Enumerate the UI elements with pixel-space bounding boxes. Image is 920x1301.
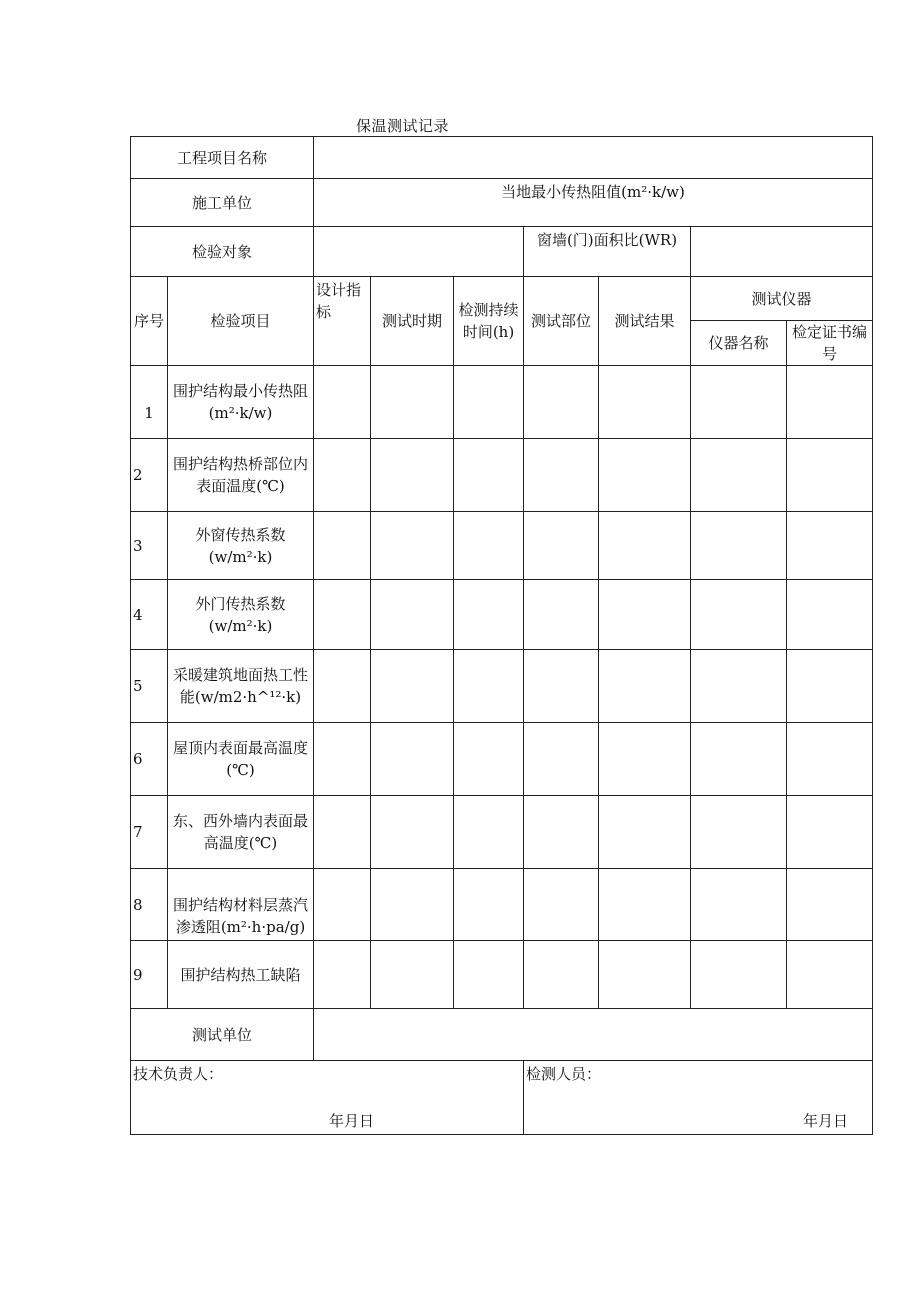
inspector-signature-field[interactable] [524, 1061, 873, 1135]
cell-instrument-name[interactable] [691, 439, 787, 512]
cell-instrument-name[interactable] [691, 650, 787, 723]
row-item: 围护结构热桥部位内表面温度(℃) [168, 439, 314, 512]
row-number: 2 [131, 439, 168, 512]
cell-duration[interactable] [454, 796, 524, 869]
cell-certificate-no[interactable] [787, 869, 873, 941]
cell-design-index[interactable] [314, 512, 371, 580]
cell-test-period[interactable] [371, 941, 454, 1009]
cell-location[interactable] [524, 439, 599, 512]
cell-certificate-no[interactable] [787, 512, 873, 580]
col-certificate-no: 检定证书编号 [787, 321, 873, 366]
row-item: 围护结构热工缺陷 [168, 941, 314, 1009]
cell-result[interactable] [599, 941, 691, 1009]
cell-result[interactable] [599, 580, 691, 650]
inspector-label: 检测人员： [526, 1065, 602, 1083]
row-item: 东、西外墙内表面最高温度(℃) [168, 796, 314, 869]
cell-design-index[interactable] [314, 941, 371, 1009]
row-number: 8 [131, 869, 168, 941]
cell-test-period[interactable] [371, 796, 454, 869]
table-row [131, 366, 873, 439]
row-number: 1 [131, 366, 168, 439]
cell-design-index[interactable] [314, 650, 371, 723]
cell-design-index[interactable] [314, 869, 371, 941]
col-instrument-name: 仪器名称 [691, 321, 787, 366]
cell-location[interactable] [524, 723, 599, 796]
table-row [131, 869, 873, 941]
table-row [131, 723, 873, 796]
cell-certificate-no[interactable] [787, 366, 873, 439]
cell-design-index[interactable] [314, 796, 371, 869]
table-row [131, 580, 873, 650]
cell-certificate-no[interactable] [787, 941, 873, 1009]
cell-test-period[interactable] [371, 366, 454, 439]
cell-duration[interactable] [454, 723, 524, 796]
row-number: 4 [131, 580, 168, 650]
table-row [131, 941, 873, 1009]
cell-location[interactable] [524, 650, 599, 723]
col-location: 测试部位 [524, 277, 599, 366]
cell-certificate-no[interactable] [787, 650, 873, 723]
cell-result[interactable] [599, 869, 691, 941]
min-resistance-label: 当地最小传热阻值(m²·k/w) [501, 183, 685, 201]
cell-certificate-no[interactable] [787, 723, 873, 796]
cell-instrument-name[interactable] [691, 723, 787, 796]
cell-design-index[interactable] [314, 366, 371, 439]
inspection-object-label: 检验对象 [131, 227, 314, 277]
min-resistance-field[interactable] [314, 179, 873, 227]
cell-design-index[interactable] [314, 439, 371, 512]
cell-location[interactable] [524, 941, 599, 1009]
cell-test-period[interactable] [371, 439, 454, 512]
cell-result[interactable] [599, 650, 691, 723]
cell-result[interactable] [599, 439, 691, 512]
row-item: 外门传热系数(w/m²·k) [168, 580, 314, 650]
cell-design-index[interactable] [314, 723, 371, 796]
table-row [131, 650, 873, 723]
table-row [131, 796, 873, 869]
cell-result[interactable] [599, 512, 691, 580]
row-item: 采暖建筑地面热工性能(w/m2·h^¹²·k) [168, 650, 314, 723]
row-number: 5 [131, 650, 168, 723]
tech-lead-label: 技术负责人： [133, 1065, 224, 1083]
cell-test-period[interactable] [371, 650, 454, 723]
cell-duration[interactable] [454, 366, 524, 439]
cell-duration[interactable] [454, 941, 524, 1009]
row-item: 围护结构材料层蒸汽渗透阻(m²·h·pa/g) [168, 869, 314, 941]
cell-instrument-name[interactable] [691, 796, 787, 869]
project-name-label: 工程项目名称 [131, 137, 314, 179]
cell-test-period[interactable] [371, 580, 454, 650]
cell-duration[interactable] [454, 580, 524, 650]
tech-lead-signature-field[interactable] [131, 1061, 524, 1135]
cell-location[interactable] [524, 580, 599, 650]
test-unit-label: 测试单位 [131, 1009, 314, 1061]
cell-test-period[interactable] [371, 723, 454, 796]
cell-design-index[interactable] [314, 580, 371, 650]
inspection-object-field[interactable] [314, 227, 524, 277]
cell-duration[interactable] [454, 869, 524, 941]
row-number: 7 [131, 796, 168, 869]
cell-result[interactable] [599, 366, 691, 439]
row-number: 3 [131, 512, 168, 580]
window-wall-ratio-label: 窗墙(门)面积比(WR) [524, 227, 691, 277]
cell-duration[interactable] [454, 512, 524, 580]
table-row [131, 439, 873, 512]
col-seq: 序号 [131, 277, 168, 366]
col-duration: 检测持续时间(h) [454, 277, 524, 366]
col-instrument: 测试仪器 [691, 277, 873, 321]
cell-result[interactable] [599, 723, 691, 796]
cell-location[interactable] [524, 366, 599, 439]
cell-instrument-name[interactable] [691, 366, 787, 439]
project-name-field[interactable] [314, 137, 873, 179]
cell-instrument-name[interactable] [691, 941, 787, 1009]
inspector-date: 年月日 [803, 1112, 849, 1130]
cell-certificate-no[interactable] [787, 796, 873, 869]
window-wall-ratio-field[interactable] [691, 227, 873, 277]
cell-duration[interactable] [454, 650, 524, 723]
col-item: 检验项目 [168, 277, 314, 366]
cell-location[interactable] [524, 869, 599, 941]
cell-test-period[interactable] [371, 512, 454, 580]
cell-location[interactable] [524, 796, 599, 869]
page-title: 保温测试记录 [356, 117, 450, 135]
cell-certificate-no[interactable] [787, 580, 873, 650]
col-result: 测试结果 [599, 277, 691, 366]
row-number: 9 [131, 941, 168, 1009]
cell-instrument-name[interactable] [691, 580, 787, 650]
col-design-index: 设计指标 [314, 277, 371, 366]
table-row [131, 512, 873, 580]
cell-test-period[interactable] [371, 869, 454, 941]
row-item: 外窗传热系数(w/m²·k) [168, 512, 314, 580]
construction-unit-label: 施工单位 [131, 179, 314, 227]
cell-instrument-name[interactable] [691, 869, 787, 941]
cell-certificate-no[interactable] [787, 439, 873, 512]
row-item: 围护结构最小传热阻(m²·k/w) [168, 366, 314, 439]
cell-duration[interactable] [454, 439, 524, 512]
cell-result[interactable] [599, 796, 691, 869]
tech-lead-date: 年月日 [329, 1112, 375, 1130]
row-number: 6 [131, 723, 168, 796]
test-unit-field[interactable] [314, 1009, 873, 1061]
cell-instrument-name[interactable] [691, 512, 787, 580]
row-item: 屋顶内表面最高温度(℃) [168, 723, 314, 796]
col-test-period: 测试时期 [371, 277, 454, 366]
test-record-table [130, 136, 873, 1135]
cell-location[interactable] [524, 512, 599, 580]
